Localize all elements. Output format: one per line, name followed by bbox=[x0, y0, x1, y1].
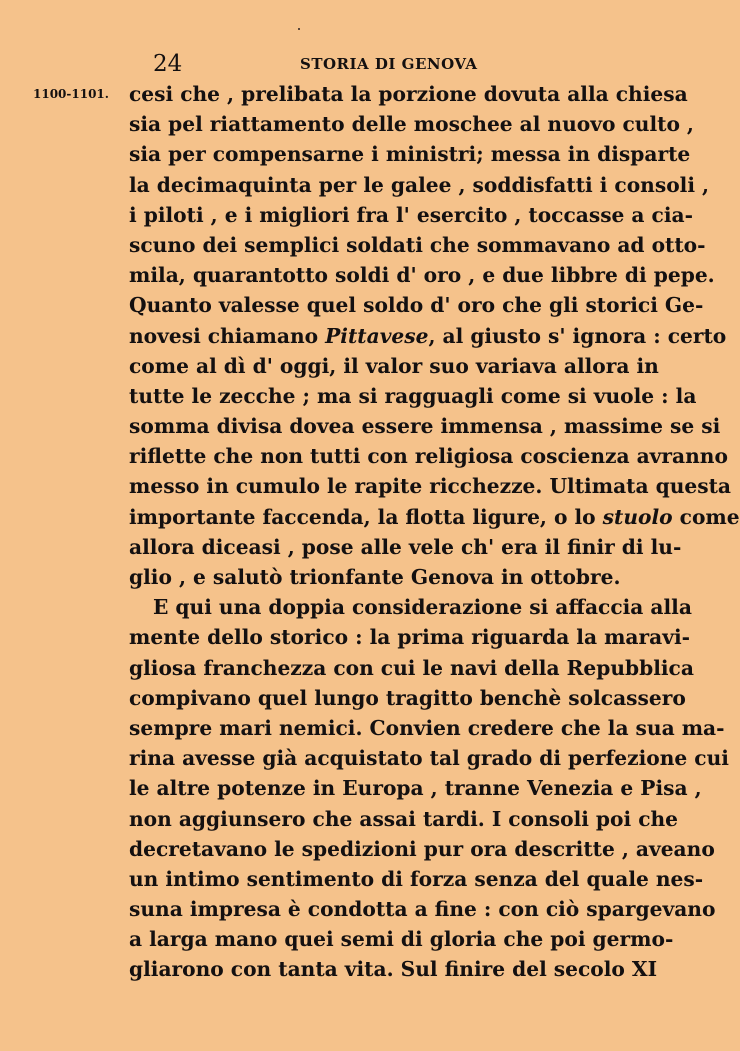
text-line: sia pel riattamento delle moschee al nuovo culto , bbox=[129, 112, 694, 137]
text-line: tutte le zecche ; ma si ragguagli come si vuole : la bbox=[129, 383, 697, 408]
text-line: Quanto valesse quel soldo d' oro che gli storici Ge- bbox=[129, 293, 704, 318]
margin-date-note: 1100-1101. bbox=[33, 87, 109, 101]
text-line: gliarono con tanta vita. Sul finire del secolo XI bbox=[129, 957, 658, 982]
running-title: STORIA DI GENOVA bbox=[300, 55, 478, 73]
text-line: glio , e salutò trionfante Genova in ottobre. bbox=[129, 565, 621, 589]
text-line: somma divisa dovea essere immensa , massime se si bbox=[129, 414, 721, 439]
text-line: cesi che , prelibata la porzione dovuta alla chiesa bbox=[129, 82, 688, 106]
text-line: novesi chiamano Pittavese, al giusto s' ignora : certo bbox=[129, 323, 727, 348]
text-line: E qui una doppia considerazione si affaccia alla bbox=[153, 595, 692, 620]
italic-term: Pittavese bbox=[325, 323, 429, 348]
body-text bbox=[129, 79, 740, 985]
text-line: mila, quarantotto soldi d' oro , e due libbre di pepe. bbox=[129, 263, 715, 288]
text-line: non aggiunsero che assai tardi. I consoli poi che bbox=[129, 806, 679, 831]
italic-term: stuolo bbox=[602, 504, 673, 529]
text-line: come al dì d' oggi, il valor suo variava allora in bbox=[129, 353, 659, 378]
print-mark bbox=[298, 28, 300, 30]
text-line: rina avesse già acquistato tal grado di perfezione cui bbox=[129, 746, 729, 771]
page-header bbox=[0, 50, 700, 78]
text-line: decretavano le spedizioni pur ora descritte , aveano bbox=[129, 836, 715, 861]
text-line: la decimaquinta per le galee , soddisfatti i consoli , bbox=[129, 172, 710, 197]
text-line: sempre mari nemici. Convien credere che la sua ma- bbox=[129, 715, 725, 740]
text-line: un intimo sentimento di forza senza del quale nes- bbox=[129, 866, 704, 891]
text-line: sia per compensarne i ministri; messa in disparte bbox=[129, 142, 691, 167]
text-line: le altre potenze in Europa , tranne Venezia e Pisa , bbox=[129, 776, 702, 801]
page-number: 24 bbox=[153, 51, 183, 77]
text-line: a larga mano quei semi di gloria che poi germo- bbox=[129, 927, 674, 952]
text-line: i piloti , e i migliori fra l' esercito , toccasse a cia- bbox=[129, 202, 693, 227]
text-line: suna impresa è condotta a fine : con ciò spargevano bbox=[129, 897, 716, 922]
text-line: messo in cumulo le rapite ricchezze. Ultimata questa bbox=[129, 474, 731, 499]
text-line: importante faccenda, la flotta ligure, o lo stuolo come bbox=[129, 504, 740, 529]
text-line: allora diceasi , pose alle vele ch' era il finir di lu- bbox=[129, 534, 682, 559]
text-line: riflette che non tutti con religiosa coscienza avranno bbox=[129, 444, 728, 469]
text-line: scuno dei semplici soldati che sommavano ad otto- bbox=[129, 232, 706, 257]
text-line: gliosa franchezza con cui le navi della Repubblica bbox=[129, 655, 694, 680]
text-line: mente dello storico : la prima riguarda la maravi- bbox=[129, 625, 691, 650]
text-line: compivano quel lungo tragitto benchè solcassero bbox=[129, 685, 686, 710]
